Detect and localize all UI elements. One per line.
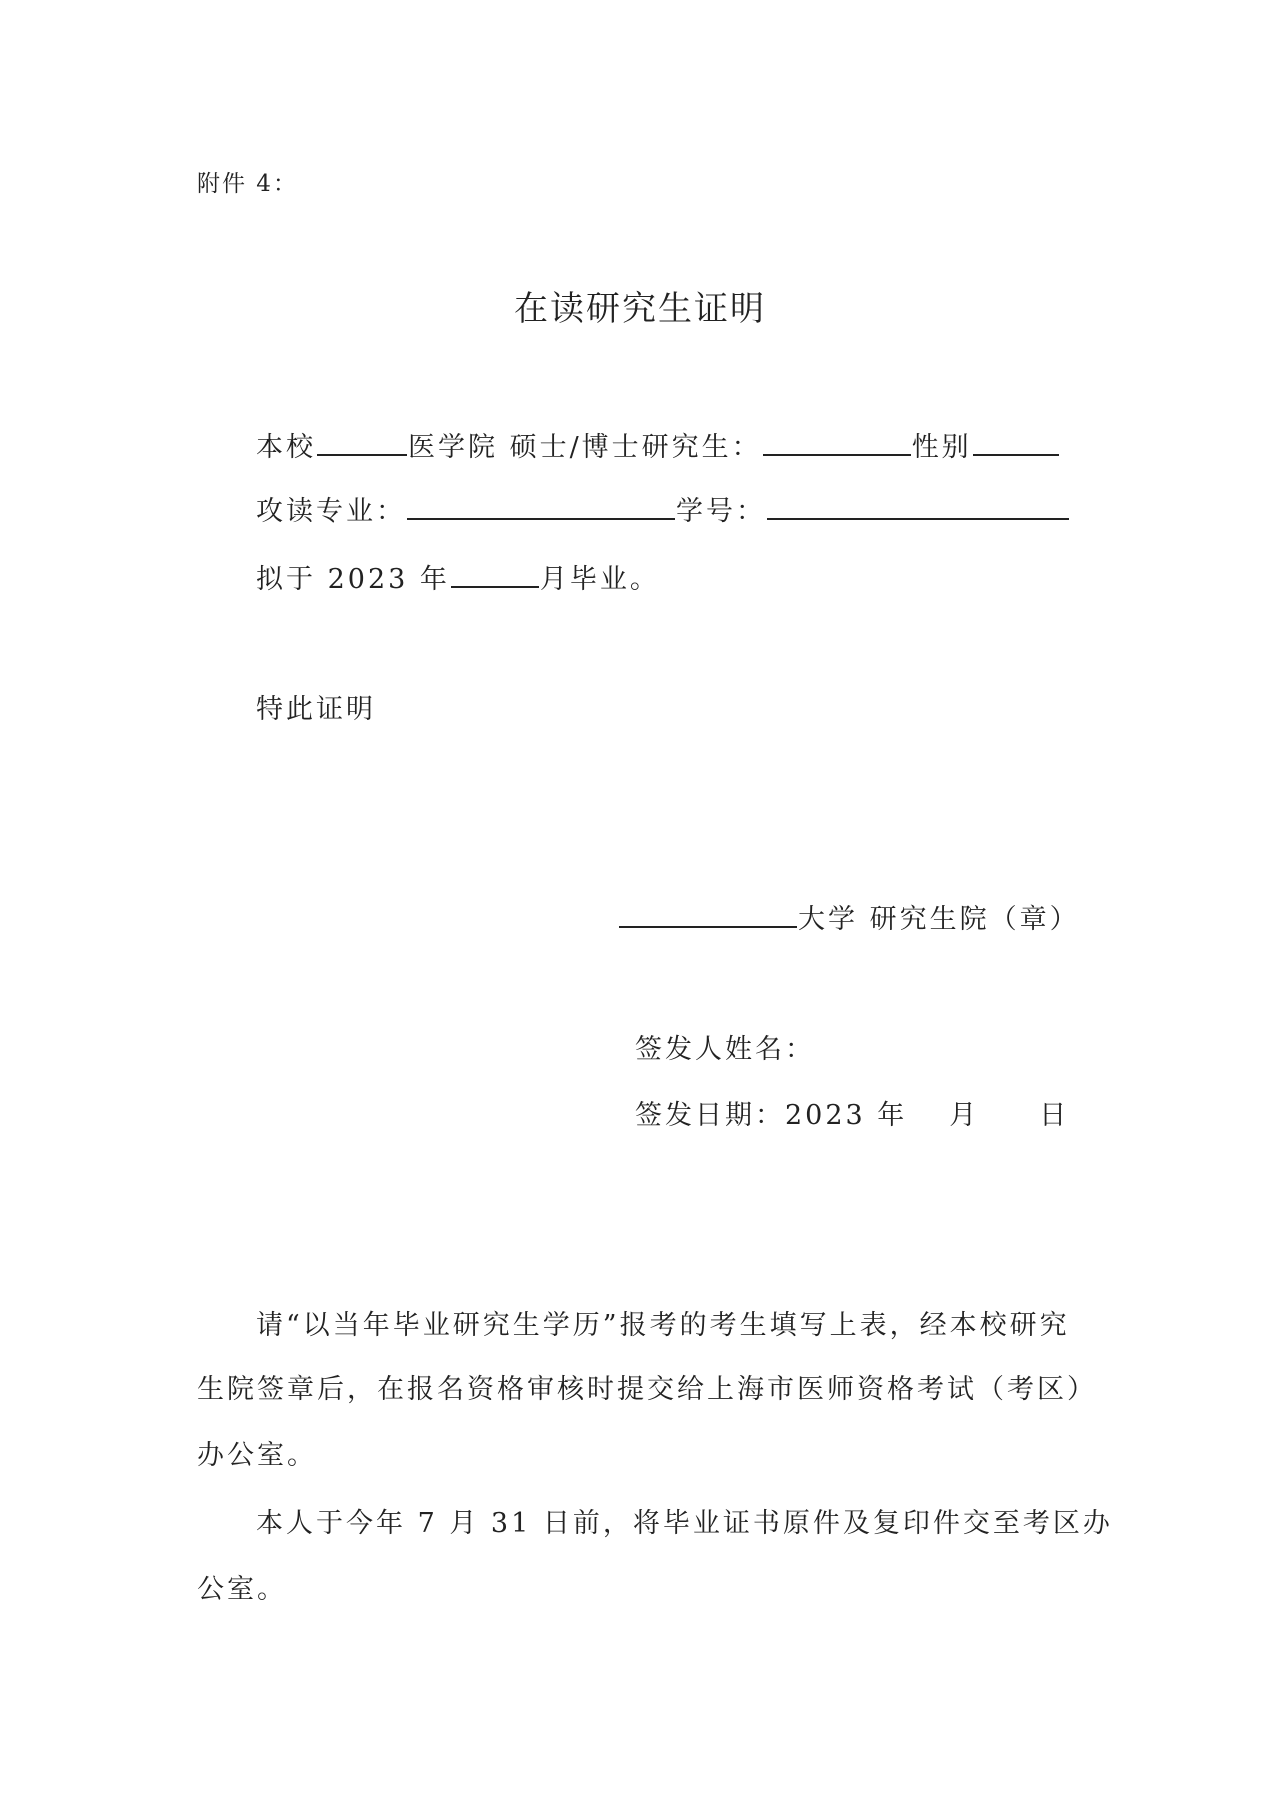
seal-text: 大学 研究生院（章） — [798, 904, 1080, 935]
note-para1-line3: 办公室。 — [197, 1440, 317, 1471]
note-para2-line2: 公室。 — [197, 1574, 287, 1605]
student-id-label: 学号： — [676, 496, 766, 527]
gender-label: 性别 — [911, 432, 972, 463]
graduation-suffix: 月毕业。 — [539, 564, 660, 595]
major-label: 攻读专业： — [256, 496, 406, 527]
issue-month-label: 月 — [949, 1100, 980, 1131]
form-line-3 — [256, 556, 660, 600]
annex-label: 附件 4： — [197, 171, 298, 197]
seal-line — [618, 896, 1080, 940]
gender-blank[interactable] — [973, 424, 1059, 456]
school-label: 本校 — [256, 432, 316, 463]
university-blank[interactable] — [619, 896, 797, 928]
certify-text: 特此证明 — [256, 694, 376, 725]
graduation-month-blank[interactable] — [451, 556, 539, 588]
school-blank[interactable] — [317, 424, 407, 456]
issue-date-label: 签发日期：2023 年 — [635, 1100, 908, 1131]
issue-date-line — [635, 1096, 1069, 1136]
major-blank[interactable] — [407, 488, 675, 520]
signer-label: 签发人姓名： — [635, 1034, 815, 1065]
name-blank[interactable] — [763, 424, 911, 456]
student-id-blank[interactable] — [767, 488, 1069, 520]
degree-label: 医学院 硕士/博士研究生： — [408, 432, 762, 463]
form-line-2 — [256, 488, 1070, 532]
note-para2-line1: 本人于今年 7 月 31 日前，将毕业证书原件及复印件交至考区办 — [256, 1508, 1113, 1539]
graduation-year-label: 拟于 2023 年 — [256, 564, 450, 595]
note-para1-line1: 请“以当年毕业研究生学历”报考的考生填写上表，经本校研究 — [256, 1310, 1070, 1341]
form-line-1 — [256, 424, 1060, 468]
document-title: 在读研究生证明 — [514, 289, 766, 329]
issue-day-label: 日 — [1039, 1100, 1070, 1131]
note-para1-line2: 生院签章后，在报名资格审核时提交给上海市医师资格考试（考区） — [197, 1374, 1097, 1405]
